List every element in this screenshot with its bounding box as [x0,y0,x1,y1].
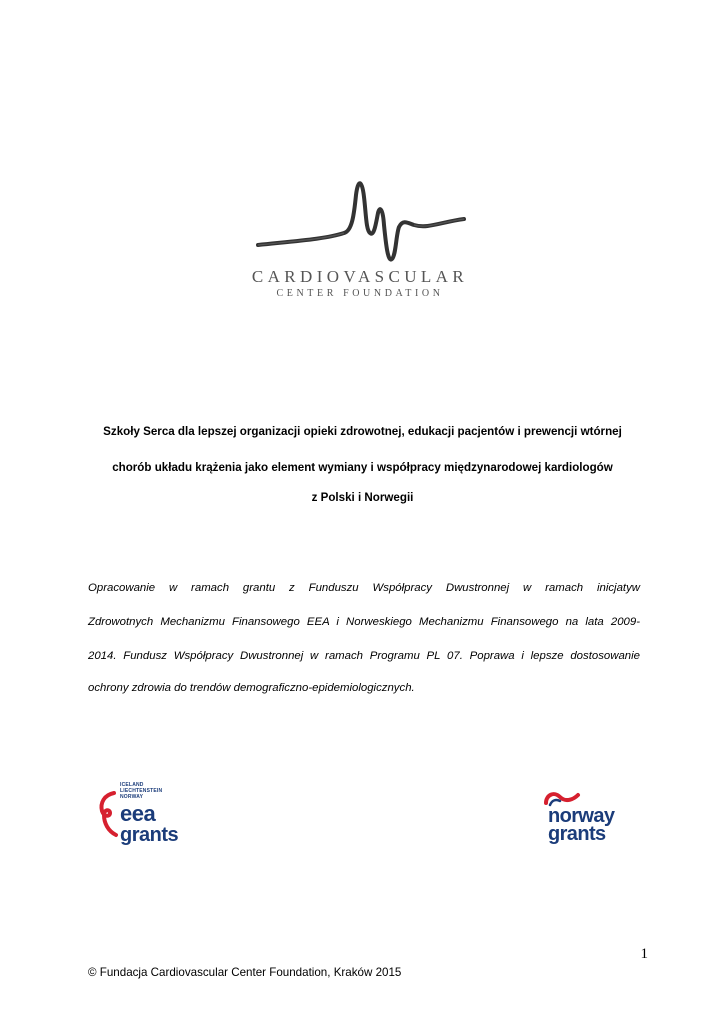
eea-country-1: ICELAND [120,782,144,788]
paragraph-line-1: Opracowanie w ramach grantu z Funduszu Współpracy Dwustronnej w ramach inicjatyw [88,582,640,594]
eea-country-3: NORWAY [120,794,144,800]
logo-subtitle: CENTER FOUNDATION [276,288,444,299]
document-title-line-3: z Polski i Norwegii [311,491,414,504]
document-title-line-1: Szkoły Serca dla lepszej organizacji opieki zdrowotnej, edukacji pacjentów i prewencji wtórnej [103,425,622,438]
document-title-line-2: chorób układu krążenia jako element wymiany i współpracy międzynarodowej kardiologów [112,461,613,474]
page-number: 1 [640,946,648,962]
paragraph-line-2: Zdrowotnych Mechanizmu Finansowego EEA i Norweskiego Mechanizmu Finansowego na lata 2009- [88,616,640,628]
norway-grants-logo [540,787,630,847]
heartbeat-wave-icon [256,175,466,265]
eea-grants-word: grants [120,824,179,846]
norway-word: norway [548,805,615,827]
paragraph-line-4: ochrony zdrowia do trendów demograficzno-epidemiologicznych. [88,682,415,694]
eea-grants-logo-icon [98,789,120,839]
footer-copyright: © Fundacja Cardiovascular Center Foundation, Kraków 2015 [88,966,402,979]
logo-name: CARDIOVASCULAR [251,267,469,286]
norway-grants-word: grants [548,823,606,845]
eea-country-2: LIECHTENSTEIN [120,788,163,794]
eea-word: eea [120,801,156,826]
paragraph-line-3: 2014. Fundusz Współpracy Dwustronnej w ramach Programu PL 07. Poprawa i lepsze dostosowanie [88,650,640,662]
cardiovascular-center-foundation-logo [240,175,480,305]
eea-grants-logo [98,781,188,851]
